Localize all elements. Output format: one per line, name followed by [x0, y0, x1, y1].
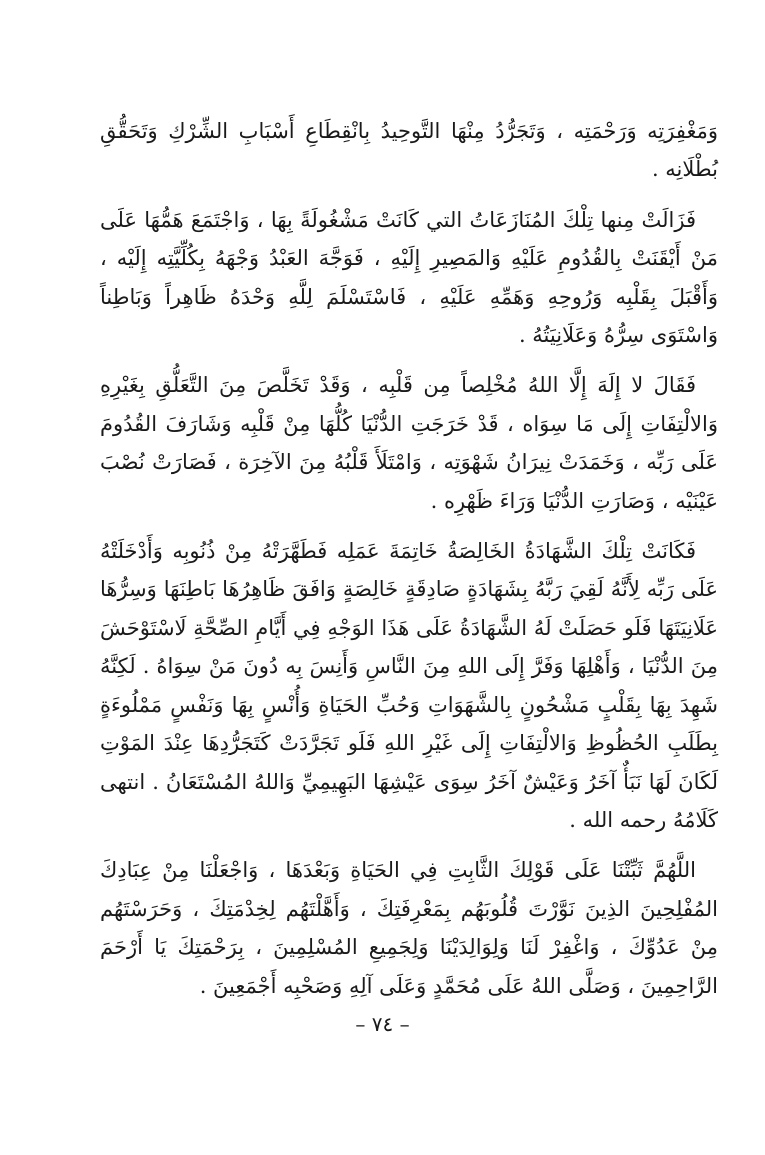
paragraph: فَقَالَ لا إِلَهَ إِلَّا اللهُ مُخْلِصاً مِن قَلْبِه ، وَقَدْ تَخَلَّصَ مِنَ التَّعَلُّقِ بِغَيْرِهِ وَالالْتِفَاتِ إِلَى مَا سِوَاه ، قَدْ خَرَجَتِ الدُّنْيَا كُلُّهَا مِنْ قَلْبِه وَشَارَفَ القُدُومَ عَلَى رَبِّه ، وَخَمَدَتْ نِيرَانُ شَهْوَتِه ، وَامْتَلَأَ قَلْبُهُ مِنَ الآخِرَة ، فَصَارَتْ نُصْبَ عَيْنَيْه ، وَصَارَتِ الدُّنْيَا وَرَاءَ ظَهْرِه . — [100, 373, 718, 513]
paragraph-closing-prayer: اللَّهُمَّ ثَبِّتْنَا عَلَى قَوْلِكَ الثَّابِتِ فِي الحَيَاةِ وَبَعْدَهَا ، وَاجْعَلْنَا مِنْ عِبَادِكَ المُفْلِحِينَ الذِينَ نَوَّرْتَ قُلُوبَهُم بِمَعْرِفَتِكَ ، وَأَهَّلْتَهُم لِخِدْمَتِكَ ، وَحَرَسْتَهُم مِنْ عَدُوِّكَ ، وَاغْفِرْ لَنَا وَلِوَالِدَيْنَا وَلِجَمِيعِ المُسْلِمِينَ ، بِرَحْمَتِكَ يَا أَرْحَمَ الرَّاحِمِينَ ، وَصَلَّى اللهُ عَلَى مُحَمَّدٍ وَعَلَى آلِهِ وَصَحْبِه أَجْمَعِينَ . — [100, 858, 718, 998]
paragraph: فَكَانَتْ تِلْكَ الشَّهَادَةُ الخَالِصَةُ خَاتِمَةَ عَمَلِه فَطَهَّرَتْهُ مِنْ ذُنُوبِه وَأَدْخَلَتْهُ عَلَى رَبِّه لِأَنَّهُ لَقِيَ رَبَّهُ بِشَهَادَةٍ صَادِقَةٍ خَالِصَةٍ وَافَقَ ظَاهِرُهَا بَاطِنَهَا وَسِرُّهَا عَلَانِيَتَهَا فَلَو حَصَلَتْ لَهُ الشَّهَادَةُ عَلَى هَذَا الوَجْهِ فِي أَيَّامِ الصِّحَّةِ لَاسْتَوْحَشَ مِنَ الدُّنْيَا ، وَأَهْلِهَا وَفَرَّ إِلَى اللهِ مِنَ النَّاسِ وَأَنِسَ بِه دُونَ مَنْ سِوَاهُ . لَكِنَّهُ شَهِدَ بِهَا بِقَلْبٍ مَشْحُونٍ بِالشَّهَوَاتِ وَحُبِّ الحَيَاةِ وَأُنْسٍ بِهَا وَنَفْسٍ مَمْلُوءَةٍ بِطَلَبِ الحُظُوظِ وَالالْتِفَاتِ إِلَى غَيْرِ اللهِ فَلَو تَجَرَّدَتْ كَتَجَرُّدِهَا عِنْدَ المَوْتِ لَكَانَ لَهَا نَبَأٌ آخَرُ وَعَيْشٌ آخَرُ سِوَى عَيْشِهَا البَهِيمِيِّ وَاللهُ المُسْتَعَانُ . انتهى كَلَامُهُ رحمه الله . — [100, 539, 718, 832]
paragraph-continuation: وَمَغْفِرَتِه وَرَحْمَتِه ، وَتَجَرُّدُ مِنْهَا التَّوحِيدُ بِانْقِطَاعِ أَسْبَابِ الشِّرْكِ وَتَحَقُّقِ بُطْلَانِه . — [100, 119, 718, 182]
page-body-text — [100, 112, 718, 1005]
page-number: – ٧٤ – — [355, 1012, 410, 1036]
paragraph: فَزَالَتْ مِنها تِلْكَ المُنَازَعَاتُ التي كَانَتْ مَشْغُولَةً بِهَا ، وَاجْتَمَعَ هَمُّهَا عَلَى مَنْ أَيْقَنَتْ بِالقُدُومِ عَلَيْهِ وَالمَصِيرِ إِلَيْهِ ، فَوَجَّهَ العَبْدُ وَجْهَهُ بِكُلِّيَّتِه إِلَيْه ، وَأَقْبَلَ بِقَلْبِه وَرُوحِهِ وَهَمِّهِ عَلَيْهِ ، فَاسْتَسْلَمَ لِلَّهِ وَحْدَهُ ظَاهِراً وَبَاطِناً وَاسْتَوَى سِرُّهُ وَعَلَانِيَتُهُ . — [100, 207, 718, 348]
